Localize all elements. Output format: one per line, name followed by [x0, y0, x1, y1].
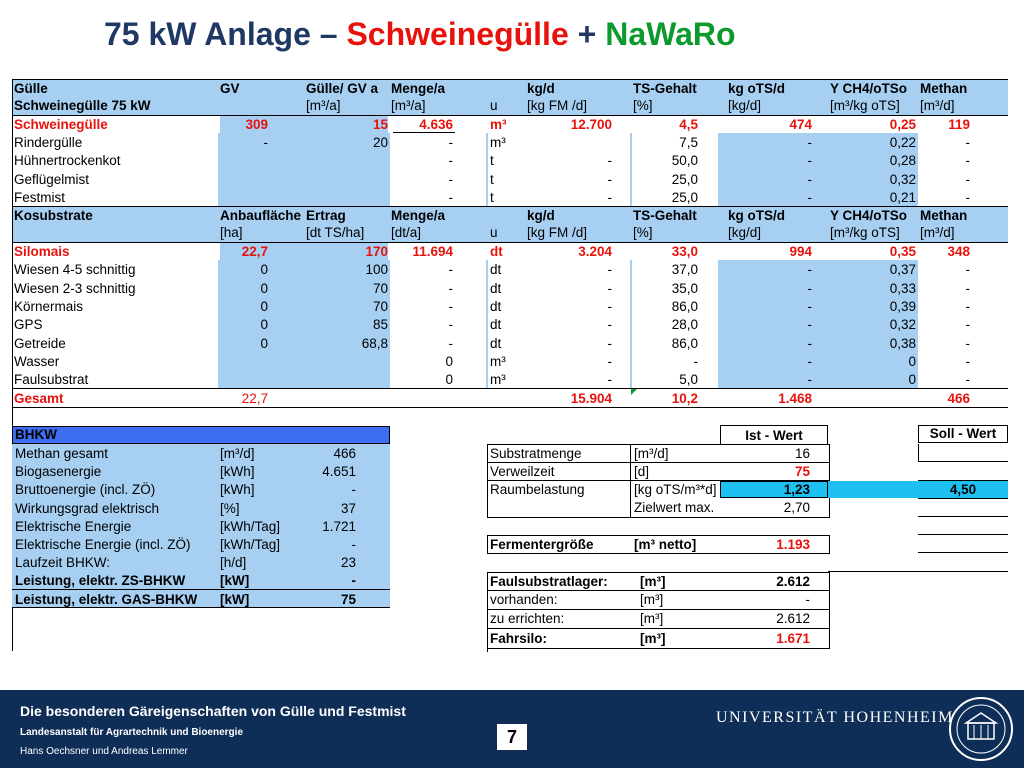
- kosubstrate-row-cell: 35,0: [671, 280, 698, 296]
- kosubstrate-row-cell: 0: [260, 335, 268, 351]
- guelle-row-cell: -: [807, 171, 812, 187]
- fahrsilo-label: Fahrsilo:: [490, 631, 548, 646]
- bhkw-row-label: Leistung, elektr. ZS-BHKW: [15, 573, 186, 589]
- kosubstrate-row-cell: -: [965, 353, 970, 369]
- lager-line-4: [487, 648, 830, 649]
- guelle-header-cell: TS-Gehalt: [633, 81, 697, 96]
- soll-line-6: [918, 552, 1008, 553]
- guelle-row-cell: -: [965, 189, 970, 205]
- bhkw-row-unit: [kW]: [220, 573, 250, 589]
- kosubstrate-row-cell: 86,0: [671, 298, 698, 314]
- guelle-row-name: Schweinegülle: [14, 117, 108, 132]
- bhkw-row-unit: [kWh]: [220, 482, 255, 498]
- kosubstrate-header-cell: kg oTS/d: [728, 208, 785, 223]
- bhkw-row-label: Leistung, elektr. GAS-BHKW: [15, 591, 198, 607]
- bhkw-row-unit: [kW]: [220, 591, 250, 607]
- kosubstrate-row-cell: -: [807, 372, 812, 388]
- kosubstrate-unit-cell: [%]: [633, 225, 653, 240]
- kosubstrate-row-cell: -: [448, 298, 453, 314]
- kosubstrate-row-cell: m³: [490, 353, 506, 369]
- guelle-header-cell: Y CH4/oTSo: [830, 81, 908, 96]
- bhkw-row-value: -: [351, 573, 356, 589]
- bhkw-row-label: Elektrische Energie: [15, 518, 132, 534]
- guelle-row-cell: m³: [490, 117, 507, 132]
- ist-wert-label: Ist - Wert: [745, 428, 803, 443]
- kosubstrate-row-cell: 5,0: [679, 372, 698, 388]
- raumbelastung-value: 1,23: [783, 482, 810, 497]
- guelle-row-cell: -: [807, 135, 812, 151]
- guelle-row-cell: -: [965, 135, 970, 151]
- guelle-row-cell: 20: [372, 135, 388, 151]
- kosubstrate-row-cell: 0,37: [889, 262, 916, 278]
- verweilzeit-value: 75: [794, 464, 810, 479]
- zu-errichten-unit: [m³]: [640, 611, 664, 626]
- guelle-row-cell: -: [448, 171, 453, 187]
- gesamt-cell: 466: [947, 391, 970, 406]
- kosubstrate-row-cell: 85: [372, 317, 388, 333]
- bhkw-row-unit: [kWh/Tag]: [220, 537, 281, 552]
- kosubstrate-row-cell: 0,39: [889, 298, 916, 314]
- guelle-row-cell: -: [448, 153, 453, 169]
- faulsubstratlager-label: Faulsubstratlager:: [490, 574, 608, 589]
- kosubstrate-row-cell: -: [965, 280, 970, 296]
- guelle-row-cell: -: [807, 153, 812, 169]
- guelle-row-cell: -: [607, 171, 612, 187]
- bhkw-row-value: 466: [333, 446, 356, 461]
- soll-line-5: [918, 534, 1008, 535]
- kosubstrate-header-cell: Methan: [920, 208, 968, 223]
- soll-line-7: [828, 571, 1008, 572]
- bhkw-row-unit: [m³/d]: [220, 446, 255, 461]
- vorhanden-label: vorhanden:: [490, 592, 558, 607]
- kosubstrate-row-cell: 100: [365, 262, 388, 278]
- gesamt-cell: 10,2: [671, 391, 698, 406]
- kosubstrate-row-name: Getreide: [14, 335, 66, 351]
- guelle-unit-cell: Schweinegülle 75 kW: [14, 98, 151, 113]
- guelle-row-cell: 15: [372, 117, 388, 132]
- guelle-unit-cell: [kg/d]: [728, 98, 762, 113]
- kosubstrate-header-cell: Ertrag: [306, 208, 346, 223]
- kosubstrate-row-cell: 0,35: [889, 244, 916, 259]
- gesamt-label: Gesamt: [14, 391, 64, 406]
- kosubstrate-header-cell: Menge/a: [391, 208, 446, 223]
- kosubstrate-row-cell: -: [807, 335, 812, 351]
- gesamt-cell: 15.904: [570, 391, 612, 406]
- fermentergroesse-value: 1.193: [776, 537, 810, 552]
- guelle-unit-cell: [m³/kg oTS]: [830, 98, 900, 113]
- kosubstrate-row-cell: -: [448, 317, 453, 333]
- kosubstrate-header-cell: Kosubstrate: [14, 208, 93, 223]
- kosubstrate-row-cell: 348: [947, 244, 970, 259]
- verweilzeit-label: Verweilzeit: [490, 464, 555, 479]
- university-name: UNIVERSITÄT HOHENHEIM: [716, 709, 954, 726]
- kosubstrate-row-cell: 0: [445, 353, 453, 369]
- guelle-row-cell: 119: [948, 117, 970, 132]
- guelle-row-cell: -: [965, 153, 970, 169]
- title-part-3: +: [568, 16, 606, 52]
- guelle-unit-cell: [%]: [633, 98, 653, 113]
- kosubstrate-row-cell: 0: [260, 262, 268, 278]
- kosubstrate-row-name: GPS: [14, 317, 43, 333]
- kosubstrate-header-cell: Anbaufläche: [220, 208, 302, 223]
- gesamt-cell: 1.468: [778, 391, 812, 406]
- gesamt-cell: 22,7: [241, 391, 268, 406]
- kosubstrate-unit-cell: [m³/kg oTS]: [830, 225, 900, 240]
- kosubstrate-row-cell: 68,8: [361, 335, 388, 351]
- kosubstrate-row-name: Wasser: [14, 353, 60, 369]
- kosubstrate-row-cell: -: [965, 262, 970, 278]
- bhkw-row-line: [12, 589, 390, 590]
- bhkw-header: BHKW: [15, 427, 57, 442]
- vorhanden-value: -: [805, 592, 810, 607]
- zielwert-label: Zielwert max.: [634, 500, 715, 515]
- kosubstrate-header-cell: TS-Gehalt: [633, 208, 697, 223]
- fahrsilo-unit: [m³]: [640, 631, 666, 646]
- gesamt-cell: [391, 390, 453, 408]
- kosubstrate-header-cell: Y CH4/oTSo: [830, 208, 908, 223]
- kosubstrate-row-name: Silomais: [14, 244, 70, 259]
- kosubstrate-row-cell: -: [965, 317, 970, 333]
- guelle-row-cell: 4,5: [679, 117, 698, 132]
- kosubstrate-row-name: Körnermais: [14, 298, 84, 314]
- kosubstrate-row-name: Wiesen 4-5 schnittig: [14, 262, 136, 278]
- kosubstrate-row-cell: 0,33: [889, 280, 916, 296]
- guelle-row-cell: [527, 134, 612, 152]
- guelle-row-cell: [306, 171, 388, 189]
- fermenter-vline-1: [630, 444, 631, 518]
- substratmenge-label: Substratmenge: [490, 446, 582, 461]
- gesamt-cell: [490, 390, 526, 408]
- bhkw-row-label: Elektrische Energie (incl. ZÖ): [15, 537, 191, 552]
- raumbelastung-label: Raumbelastung: [490, 482, 585, 497]
- guelle-row-cell: -: [965, 171, 970, 187]
- kosubstrate-row-cell: -: [607, 298, 612, 314]
- kosubstrate-unit-cell: [dt/a]: [391, 225, 422, 240]
- fermentergroesse-unit: [m³ netto]: [634, 537, 697, 552]
- guelle-row-cell: 474: [789, 117, 812, 132]
- substratmenge-unit: [m³/d]: [634, 446, 669, 461]
- kosubstrate-row-cell: -: [807, 317, 812, 333]
- guelle-row-cell: [306, 152, 388, 170]
- guelle-row-cell: [220, 171, 268, 189]
- bhkw-row-label: Biogasenergie: [15, 464, 102, 480]
- kosubstrate-row-cell: 86,0: [671, 335, 698, 351]
- university-seal-icon: [948, 693, 1014, 765]
- kosubstrate-row-cell: 170: [365, 244, 388, 259]
- fahrsilo-value: 1.671: [776, 631, 810, 646]
- guelle-header-cell: Menge/a: [391, 81, 446, 96]
- vorhanden-unit: [m³]: [640, 592, 664, 607]
- kosubstrate-row-cell: [306, 371, 388, 389]
- kosubstrate-unit-cell: [kg FM /d]: [527, 225, 588, 240]
- guelle-row-cell: [220, 189, 268, 207]
- bhkw-row-unit: [h/d]: [220, 555, 247, 571]
- kosubstrate-row-cell: -: [607, 280, 612, 296]
- guelle-row-cell: [306, 189, 388, 207]
- cell-marker-icon: [631, 389, 637, 395]
- guelle-row-cell: -: [263, 135, 268, 151]
- kosubstrate-row-cell: 11.694: [412, 244, 453, 259]
- kosubstrate-row-cell: dt: [490, 298, 502, 314]
- guelle-row-cell: 309: [245, 117, 268, 132]
- guelle-row-cell: t: [490, 153, 494, 169]
- guelle-row-cell: 4.636: [419, 117, 453, 132]
- bhkw-row-label: Wirkungsgrad elektrisch: [15, 500, 160, 516]
- kosubstrate-row-cell: 70: [372, 280, 388, 296]
- guelle-row-cell: 0,28: [889, 153, 916, 169]
- kosubstrate-row-cell: dt: [490, 317, 502, 333]
- kosubstrate-row-cell: 70: [372, 298, 388, 314]
- raumbelastung-soll-value: 4,50: [949, 482, 977, 497]
- fermentergroesse-label: Fermentergröße: [490, 537, 594, 552]
- guelle-row-cell: 50,0: [671, 153, 698, 169]
- kosubstrate-row-cell: -: [693, 353, 698, 369]
- raumbelastung-unit: [kg oTS/m³*d]: [634, 482, 717, 497]
- title-part-1: 75 kW Anlage –: [104, 16, 347, 52]
- guelle-unit-cell: [220, 97, 306, 115]
- faulsubstratlager-value: 2.612: [776, 574, 810, 589]
- kosubstrate-row-cell: -: [965, 335, 970, 351]
- kosubstrate-unit-cell: [dt TS/ha]: [306, 225, 365, 240]
- gesamt-cell: [306, 390, 388, 408]
- kosubstrate-unit-cell: [kg/d]: [728, 225, 762, 240]
- slide-title: [104, 16, 736, 53]
- guelle-header-cell: Gülle: [14, 81, 48, 96]
- guelle-header-cell: kg/d: [527, 81, 555, 96]
- footer-authors: Hans Oechsner und Andreas Lemmer: [20, 746, 188, 757]
- footer-title: Die besonderen Gäreigenschaften von Gülle und Festmist: [20, 703, 406, 719]
- bhkw-row-unit: [kWh/Tag]: [220, 518, 281, 534]
- kosubstrate-row-cell: -: [607, 353, 612, 369]
- kosubstrate-row-cell: 0,32: [889, 317, 916, 333]
- kosubstrate-row-cell: -: [607, 317, 612, 333]
- guelle-row-cell: 7,5: [679, 135, 698, 151]
- kosubstrate-header-cell: [490, 207, 526, 225]
- kosubstrate-row-name: Faulsubstrat: [14, 372, 89, 388]
- kosubstrate-row-cell: dt: [490, 262, 502, 278]
- kosubstrate-unit-cell: [ha]: [220, 225, 243, 240]
- bhkw-row-label: Bruttoenergie (incl. ZÖ): [15, 482, 156, 498]
- guelle-row-cell: m³: [490, 135, 506, 151]
- bhkw-row-label: Methan gesamt: [15, 446, 109, 461]
- footer-institute: Landesanstalt für Agrartechnik und Bioenergie: [20, 727, 244, 738]
- bhkw-row-value: 23: [340, 555, 356, 571]
- kosubstrate-row-cell: 28,0: [671, 317, 698, 333]
- kosubstrate-row-cell: -: [607, 335, 612, 351]
- guelle-unit-cell: [m³/a]: [306, 98, 341, 113]
- zielwert-value: 2,70: [783, 500, 810, 515]
- guelle-unit-cell: u: [490, 98, 498, 113]
- guelle-unit-cell: [kg FM /d]: [527, 98, 588, 113]
- guelle-header-cell: Gülle/ GV a: [306, 81, 379, 96]
- kosubstrate-unit-cell: u: [490, 225, 498, 240]
- bhkw-row-value: -: [351, 537, 356, 552]
- bhkw-row-unit: [%]: [220, 500, 240, 516]
- zu-errichten-value: 2.612: [776, 611, 810, 626]
- guelle-row-cell: -: [607, 153, 612, 169]
- title-part-4: NaWaRo: [605, 16, 736, 52]
- kosubstrate-row-cell: m³: [490, 372, 506, 388]
- kosubstrate-row-cell: 0: [260, 280, 268, 296]
- kosubstrate-row-cell: dt: [490, 335, 502, 351]
- kosubstrate-row-cell: 0: [260, 317, 268, 333]
- soll-line-4: [918, 516, 1008, 517]
- kosubstrate-row-cell: 0: [908, 372, 916, 388]
- verweilzeit-unit: [d]: [634, 464, 650, 479]
- guelle-row-cell: 0,22: [889, 135, 916, 151]
- bhkw-row-unit: [kWh]: [220, 464, 255, 480]
- bhkw-row-value: -: [351, 482, 356, 498]
- faulsubstratlager-unit: [m³]: [640, 574, 666, 589]
- gesamt-cell: [830, 390, 916, 408]
- guelle-header-cell: GV: [220, 81, 240, 96]
- soll-vline: [918, 444, 919, 462]
- kosubstrate-row-cell: 0: [445, 372, 453, 388]
- bhkw-row-value: 75: [340, 591, 356, 607]
- guelle-row-name: Festmist: [14, 189, 66, 205]
- kosubstrate-row-cell: -: [607, 372, 612, 388]
- kosubstrate-row-cell: -: [807, 353, 812, 369]
- kosubstrate-row-cell: -: [448, 262, 453, 278]
- kosubstrate-row-cell: dt: [490, 244, 503, 259]
- guelle-row-name: Rindergülle: [14, 135, 83, 151]
- kosubstrate-row-cell: -: [448, 280, 453, 296]
- guelle-row-cell: -: [807, 189, 812, 205]
- zu-errichten-label: zu errichten:: [490, 611, 565, 626]
- title-part-2: Schweinegülle: [346, 16, 569, 52]
- menge-underline: [393, 132, 455, 133]
- guelle-row-cell: 0,21: [889, 189, 916, 205]
- kosubstrate-row-cell: 3.204: [578, 244, 612, 259]
- kosubstrate-row-cell: 0: [260, 298, 268, 314]
- guelle-header-cell: Methan: [920, 81, 968, 96]
- guelle-header-cell: [490, 80, 526, 98]
- guelle-row-cell: 0,25: [889, 117, 916, 132]
- guelle-row-cell: -: [448, 189, 453, 205]
- kosubstrate-row-cell: 0: [908, 353, 916, 369]
- guelle-row-name: Geflügelmist: [14, 171, 90, 187]
- guelle-row-cell: 25,0: [671, 171, 698, 187]
- kosubstrate-unit-cell: [14, 224, 219, 242]
- substratmenge-value: 16: [794, 446, 810, 461]
- kosubstrate-unit-cell: [m³/d]: [920, 225, 955, 240]
- guelle-row-cell: t: [490, 171, 494, 187]
- bhkw-row-label: Laufzeit BHKW:: [15, 555, 111, 571]
- kosubstrate-row-cell: -: [807, 262, 812, 278]
- kosubstrate-row-cell: [306, 353, 388, 371]
- kosubstrate-row-cell: -: [807, 298, 812, 314]
- guelle-row-cell: 12.700: [570, 117, 612, 132]
- kosubstrate-row-cell: -: [607, 262, 612, 278]
- kosubstrate-row-cell: 22,7: [241, 244, 268, 259]
- bhkw-row-value: 4.651: [322, 464, 356, 480]
- guelle-row-cell: -: [448, 135, 453, 151]
- kosubstrate-row-cell: -: [807, 280, 812, 296]
- soll-line-1: [918, 461, 1008, 462]
- guelle-unit-cell: [m³/d]: [920, 98, 955, 113]
- guelle-unit-cell: [m³/a]: [391, 98, 426, 113]
- kosubstrate-row-cell: dt: [490, 280, 502, 296]
- kosubstrate-row-cell: 0,38: [889, 335, 916, 351]
- lager-line-3: [487, 628, 830, 629]
- guelle-row-cell: [220, 152, 268, 170]
- kosubstrate-row-cell: [220, 353, 268, 371]
- lager-right-line: [829, 572, 830, 649]
- kosubstrate-row-name: Wiesen 2-3 schnittig: [14, 280, 136, 296]
- kosubstrate-row-cell: 37,0: [671, 262, 698, 278]
- guelle-row-cell: 25,0: [671, 189, 698, 205]
- bhkw-row-value: 1.721: [322, 518, 356, 534]
- bhkw-row-value: 37: [340, 500, 356, 516]
- kosubstrate-row-cell: -: [965, 372, 970, 388]
- soll-wert-label: Soll - Wert: [929, 426, 997, 441]
- kosubstrate-row-cell: -: [965, 298, 970, 314]
- kosubstrate-row-cell: [220, 371, 268, 389]
- kosubstrate-header-cell: kg/d: [527, 208, 555, 223]
- kosubstrate-row-cell: -: [448, 335, 453, 351]
- guelle-row-cell: 0,32: [889, 171, 916, 187]
- guelle-header-cell: kg oTS/d: [728, 81, 785, 96]
- page-number: 7: [497, 724, 527, 750]
- guelle-row-cell: t: [490, 189, 494, 205]
- kosubstrate-row-cell: 33,0: [671, 244, 698, 259]
- guelle-row-name: Hühnertrockenkot: [14, 153, 121, 169]
- guelle-row-cell: -: [607, 189, 612, 205]
- kosubstrate-row-cell: 994: [789, 244, 812, 259]
